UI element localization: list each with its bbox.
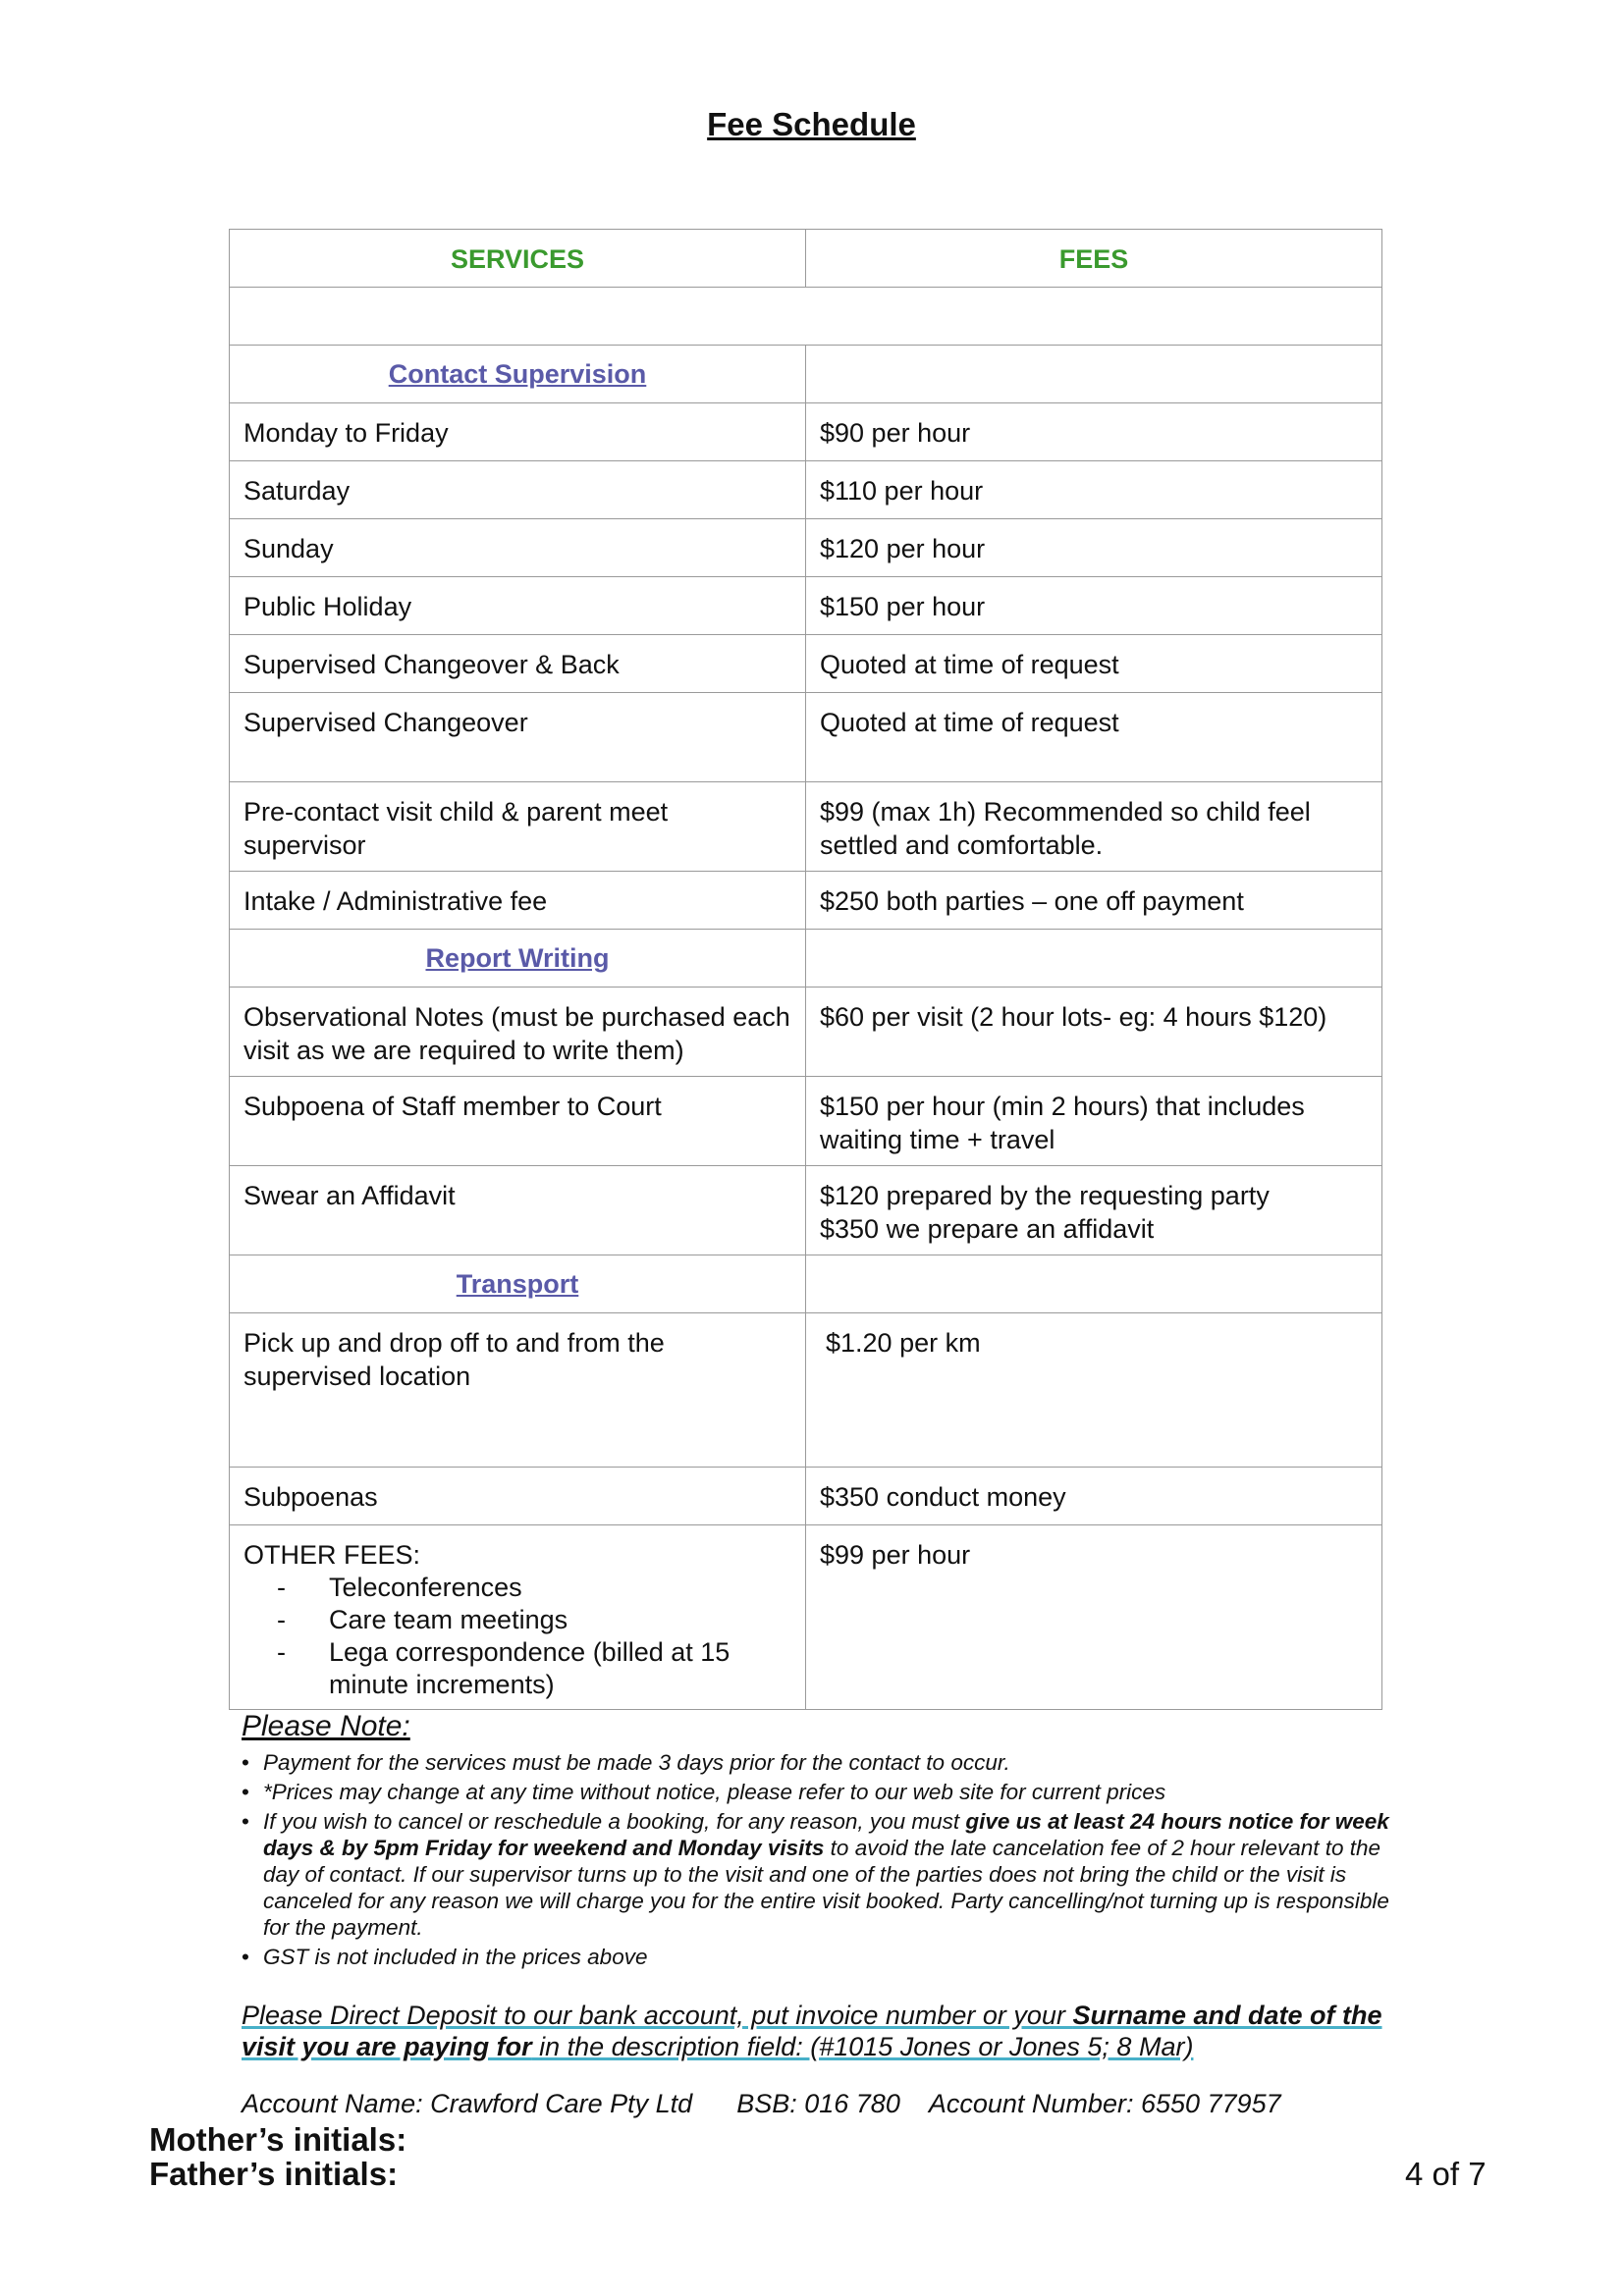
fee-cell: $150 per hour (min 2 hours) that includes waiting time + travel [806, 1077, 1382, 1166]
service-cell: Swear an Affidavit [230, 1166, 806, 1255]
account-details [242, 2089, 1281, 2119]
fee-cell: $99 per hour [806, 1525, 1382, 1710]
fee-cell: $110 per hour [806, 461, 1382, 519]
service-cell: Subpoena of Staff member to Court [230, 1077, 806, 1166]
notes-list [242, 1749, 1390, 1970]
notes-title: Please Note: [242, 1710, 410, 1742]
service-cell: Pre-contact visit child & parent meet supervisor [230, 782, 806, 872]
table-row [230, 1468, 1382, 1525]
table-row [230, 577, 1382, 635]
table-row [230, 988, 1382, 1077]
table-row [230, 461, 1382, 519]
service-cell: Public Holiday [230, 577, 806, 635]
table-row [230, 1313, 1382, 1468]
section-transport: Transport [230, 1255, 806, 1313]
service-cell: Saturday [230, 461, 806, 519]
empty-row [230, 288, 1382, 346]
service-cell: Supervised Changeover [230, 693, 806, 782]
dash-marker: - [277, 1637, 286, 1667]
other-fees-list [243, 1572, 791, 1701]
table-row [230, 519, 1382, 577]
service-cell: Supervised Changeover & Back [230, 635, 806, 693]
table-row [230, 1077, 1382, 1166]
table-row [230, 1166, 1382, 1255]
fee-cell: Quoted at time of request [806, 635, 1382, 693]
table-row [230, 872, 1382, 930]
fee-table [229, 229, 1382, 1710]
fee-cell: $60 per visit (2 hour lots- eg: 4 hours $120) [806, 988, 1382, 1077]
page-number: 4 of 7 [1405, 2156, 1487, 2192]
fee-line: $350 we prepare an affidavit [820, 1214, 1155, 1244]
bullet-icon: • [242, 1750, 249, 1775]
account-bsb: BSB: 016 780 [736, 2089, 900, 2118]
list-item: • GST is not included in the prices above [242, 1945, 648, 1969]
fee-line: $120 prepared by the requesting party [820, 1181, 1270, 1210]
table-header-row [230, 230, 1382, 288]
fee-cell: $150 per hour [806, 577, 1382, 635]
table-row [230, 1525, 1382, 1710]
fee-cell [806, 1166, 1382, 1255]
table-row [230, 635, 1382, 693]
bank-emphasis: Surname and date of the visit you are paying for [242, 2001, 1382, 2061]
bullet-icon: • [242, 1809, 249, 1834]
list-item: • If you wish to cancel or reschedule a booking, for any reason, you must give us at least 24 hours notice for week days & by 5pm Friday for weekend and Monday visits to avoid the late cancelation fee of 2 hour relevant to the day of contact. If our supervisor turns up to the visit and one of the parties does not bring the child or the visit is canceled for any reason we will charge you for the entire visit booked. Party cancelling/not turning up is responsible for the payment. [242, 1809, 1389, 1940]
list-item: - Care team meetings [277, 1605, 568, 1634]
fee-cell: $250 both parties – one off payment [806, 872, 1382, 930]
service-cell: Monday to Friday [230, 403, 806, 461]
cancellation-emphasis: give us at least 24 hours notice for week days & by 5pm Friday for weekend and Monday visits [263, 1809, 1389, 1860]
page-title: Fee Schedule [707, 106, 916, 142]
fee-cell: $90 per hour [806, 403, 1382, 461]
dash-marker: - [277, 1573, 286, 1602]
table-row [230, 403, 1382, 461]
service-cell: Subpoenas [230, 1468, 806, 1525]
list-item: • *Prices may change at any time without notice, please refer to our web site for current prices [242, 1780, 1166, 1804]
fee-cell: Quoted at time of request [806, 693, 1382, 782]
fee-cell: $99 (max 1h) Recommended so child feel settled and comfortable. [806, 782, 1382, 872]
list-item: • Payment for the services must be made 3 days prior for the contact to occur. [242, 1750, 1010, 1775]
services-header: SERVICES [230, 230, 806, 288]
table-row [230, 782, 1382, 872]
section-report-writing: Report Writing [230, 930, 806, 988]
list-item: - Teleconferences [277, 1573, 522, 1602]
fee-cell: $120 per hour [806, 519, 1382, 577]
section-row-contact [230, 346, 1382, 403]
section-contact-supervision: Contact Supervision [230, 346, 806, 403]
section-row-transport [230, 1255, 1382, 1313]
table-row [230, 693, 1382, 782]
service-cell: Observational Notes (must be purchased each visit as we are required to write them) [230, 988, 806, 1077]
service-cell [230, 1525, 806, 1710]
service-cell: Sunday [230, 519, 806, 577]
bank-instructions: Please Direct Deposit to our bank account, put invoice number or your Surname and date of the visit you are paying for in the description field: (#1015 Jones or Jones 5; 8 Mar) [242, 2001, 1382, 2061]
dash-marker: - [277, 1605, 286, 1634]
fee-cell: $1.20 per km [806, 1313, 1382, 1468]
service-cell: Intake / Administrative fee [230, 872, 806, 930]
service-cell: Pick up and drop off to and from the supervised location [230, 1313, 806, 1468]
account-number: Account Number: 6550 77957 [928, 2089, 1281, 2118]
section-row-report [230, 930, 1382, 988]
father-initials-label: Father’s initials: [149, 2156, 399, 2192]
bullet-icon: • [242, 1780, 249, 1804]
fee-cell: $350 conduct money [806, 1468, 1382, 1525]
fees-header: FEES [806, 230, 1382, 288]
account-name: Account Name: Crawford Care Pty Ltd [242, 2089, 693, 2118]
list-item: - Lega correspondence (billed at 15 minute increments) [277, 1637, 730, 1699]
mother-initials-label: Mother’s initials: [149, 2121, 407, 2158]
bullet-icon: • [242, 1945, 249, 1969]
notes-section [242, 1710, 1390, 1973]
other-fees-label: OTHER FEES: [243, 1540, 421, 1570]
